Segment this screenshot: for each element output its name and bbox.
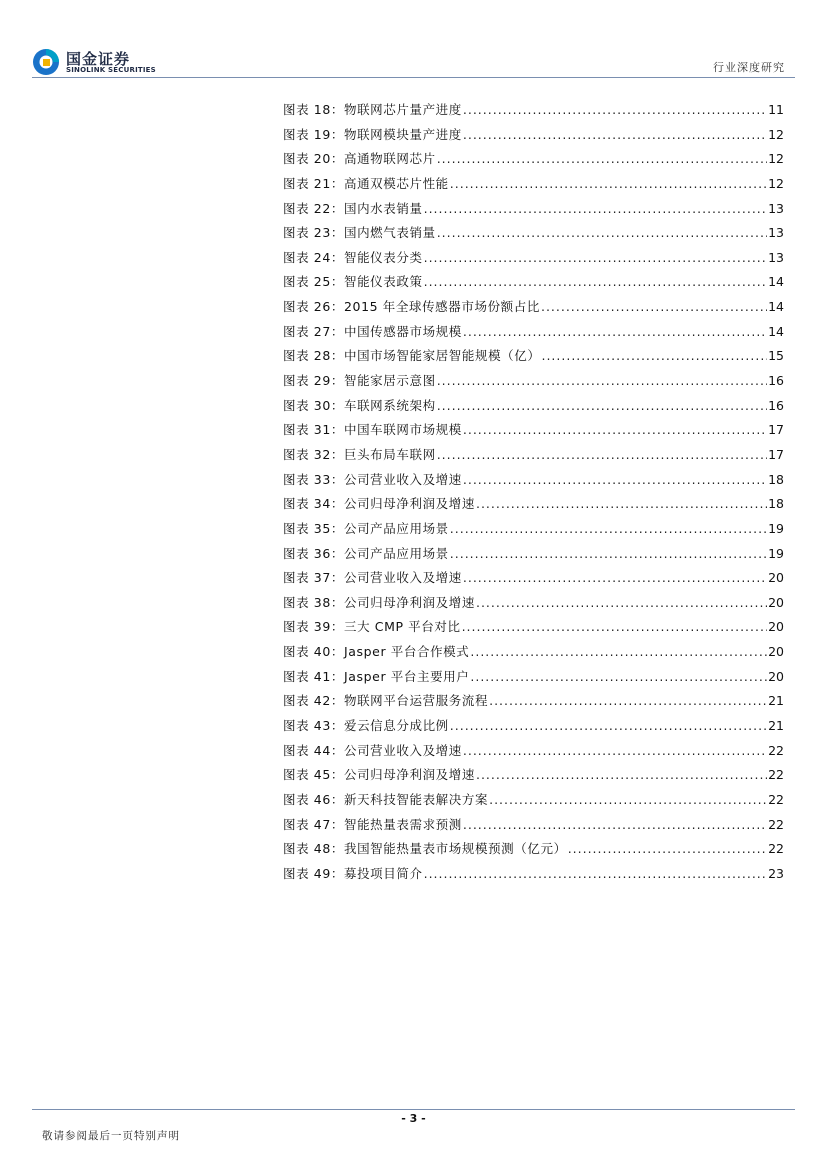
toc-entry-label: 图表 38：公司归母净利润及增速	[283, 594, 475, 610]
toc-leader-dots	[476, 763, 767, 788]
toc-entry-label: 图表 20：高通物联网芯片	[283, 151, 436, 167]
toc-leader-dots	[424, 197, 768, 222]
sinolink-logo	[32, 47, 162, 77]
toc-entry-page: 20	[768, 570, 784, 586]
toc-entry-label: 图表 48：我国智能热量表市场规模预测（亿元）	[283, 841, 567, 857]
toc-entry[interactable]	[283, 98, 784, 123]
toc-entry-label: 图表 21：高通双模芯片性能	[283, 175, 449, 191]
toc-leader-dots	[463, 566, 767, 591]
toc-entry-page: 12	[768, 151, 784, 167]
toc-entry-label: 图表 42：物联网平台运营服务流程	[283, 693, 489, 709]
toc-entry[interactable]	[283, 615, 784, 640]
toc-entry-page: 23	[768, 865, 784, 881]
toc-entry[interactable]	[283, 394, 784, 419]
toc-entry-page: 22	[768, 742, 784, 758]
toc-entry[interactable]	[283, 862, 784, 887]
toc-entry[interactable]	[283, 344, 784, 369]
toc-entry-page: 17	[768, 446, 784, 462]
toc-entry[interactable]	[283, 591, 784, 616]
toc-leader-dots	[463, 320, 767, 345]
toc-entry-label: 图表 28：中国市场智能家居智能规模（亿）	[283, 348, 541, 364]
toc-entry-label: 图表 34：公司归母净利润及增速	[283, 496, 475, 512]
logo-text-cn: 国金证券	[66, 50, 131, 68]
toc-entry-label: 图表 30：车联网系统架构	[283, 397, 436, 413]
toc-entry-page: 12	[768, 126, 784, 142]
toc-leader-dots	[437, 369, 767, 394]
toc-entry[interactable]	[283, 468, 784, 493]
page-header	[0, 0, 827, 80]
toc-entry[interactable]	[283, 147, 784, 172]
toc-leader-dots	[462, 615, 768, 640]
toc-entry[interactable]	[283, 320, 784, 345]
toc-entry-page: 16	[768, 397, 784, 413]
toc-entry-label: 图表 32：巨头布局车联网	[283, 446, 436, 462]
logo-text-en: SINOLINK SECURITIES	[66, 66, 156, 74]
toc-leader-dots	[424, 270, 768, 295]
toc-entry[interactable]	[283, 837, 784, 862]
toc-entry-label: 图表 27：中国传感器市场规模	[283, 323, 462, 339]
toc-leader-dots	[476, 591, 767, 616]
toc-entry-page: 22	[768, 816, 784, 832]
toc-entry-label: 图表 45：公司归母净利润及增速	[283, 767, 475, 783]
toc-leader-dots	[463, 418, 767, 443]
toc-leader-dots	[568, 837, 767, 862]
toc-entry-page: 16	[768, 373, 784, 389]
toc-leader-dots	[450, 517, 767, 542]
toc-entry[interactable]	[283, 739, 784, 764]
figure-table-of-contents	[283, 98, 784, 887]
toc-leader-dots	[437, 443, 767, 468]
toc-entry-page: 11	[768, 102, 784, 117]
toc-leader-dots	[463, 123, 767, 148]
toc-entry-page: 14	[768, 323, 784, 339]
toc-entry-page: 20	[768, 619, 784, 635]
toc-entry-label: 图表 33：公司营业收入及增速	[283, 471, 462, 487]
toc-entry[interactable]	[283, 418, 784, 443]
toc-leader-dots	[450, 714, 767, 739]
toc-entry-page: 22	[768, 841, 784, 857]
toc-entry[interactable]	[283, 763, 784, 788]
toc-entry-label: 图表 19：物联网模块量产进度	[283, 126, 462, 142]
toc-entry-label: 图表 36：公司产品应用场景	[283, 545, 449, 561]
toc-leader-dots	[476, 492, 767, 517]
toc-entry[interactable]	[283, 517, 784, 542]
toc-entry-page: 20	[768, 594, 784, 610]
toc-entry-page: 13	[768, 249, 784, 265]
toc-entry[interactable]	[283, 172, 784, 197]
toc-entry[interactable]	[283, 542, 784, 567]
toc-entry-label: 图表 40：Jasper 平台合作模式	[283, 644, 470, 660]
toc-entry-label: 图表 47：智能热量表需求预测	[283, 816, 462, 832]
toc-leader-dots	[463, 468, 767, 493]
toc-entry-label: 图表 41：Jasper 平台主要用户	[283, 668, 470, 684]
toc-leader-dots	[489, 689, 767, 714]
toc-entry[interactable]	[283, 369, 784, 394]
toc-entry[interactable]	[283, 246, 784, 271]
toc-entry[interactable]	[283, 788, 784, 813]
toc-entry-page: 12	[768, 175, 784, 191]
toc-entry-page: 19	[768, 520, 784, 536]
toc-leader-dots	[424, 862, 768, 887]
toc-entry-label: 图表 43：爱云信息分成比例	[283, 718, 449, 734]
toc-entry-page: 13	[768, 200, 784, 216]
toc-entry[interactable]	[283, 813, 784, 838]
toc-leader-dots	[437, 221, 767, 246]
logo-mark-icon	[32, 47, 62, 77]
toc-entry-page: 22	[768, 791, 784, 807]
toc-entry-page: 19	[768, 545, 784, 561]
toc-leader-dots	[450, 542, 767, 567]
report-type: 行业深度研究	[713, 61, 785, 74]
toc-entry-label: 图表 29：智能家居示意图	[283, 373, 436, 389]
toc-entry[interactable]	[283, 665, 784, 690]
toc-entry-page: 22	[768, 767, 784, 783]
toc-leader-dots	[450, 172, 767, 197]
toc-entry[interactable]	[283, 123, 784, 148]
toc-entry-page: 17	[768, 422, 784, 438]
toc-entry-page: 13	[768, 225, 784, 241]
toc-leader-dots	[541, 344, 767, 369]
toc-entry-page: 20	[768, 668, 784, 684]
toc-entry-label: 图表 49：募投项目简介	[283, 865, 423, 881]
toc-entry-label: 图表 26：2015 年全球传感器市场份额占比	[283, 299, 540, 315]
toc-leader-dots	[437, 147, 767, 172]
toc-entry-label: 图表 25：智能仪表政策	[283, 274, 423, 290]
toc-leader-dots	[463, 813, 767, 838]
toc-entry[interactable]	[283, 197, 784, 222]
toc-leader-dots	[489, 788, 767, 813]
toc-entry[interactable]	[283, 492, 784, 517]
toc-entry-page: 15	[768, 348, 784, 364]
disclaimer-text: 敬请参阅最后一页特别声明	[42, 1130, 180, 1142]
toc-entry-page: 21	[768, 718, 784, 734]
toc-entry-label: 图表 24：智能仪表分类	[283, 249, 423, 265]
footer-divider	[32, 1109, 795, 1110]
toc-entry-label: 图表 23：国内燃气表销量	[283, 225, 436, 241]
toc-entry-page: 18	[768, 496, 784, 512]
toc-entry-label: 图表 22：国内水表销量	[283, 200, 423, 216]
toc-entry-label: 图表 46：新天科技智能表解决方案	[283, 791, 489, 807]
toc-entry-label: 图表 39：三大 CMP 平台对比	[283, 619, 461, 635]
toc-entry-label: 图表 18：物联网芯片量产进度	[283, 102, 462, 117]
toc-entry[interactable]	[283, 714, 784, 739]
toc-leader-dots	[470, 665, 767, 690]
toc-entry[interactable]	[283, 443, 784, 468]
toc-leader-dots	[424, 246, 768, 271]
toc-entry-label: 图表 35：公司产品应用场景	[283, 520, 449, 536]
toc-entry-page: 20	[768, 644, 784, 660]
toc-entry[interactable]	[283, 689, 784, 714]
toc-leader-dots	[470, 640, 767, 665]
toc-entry-page: 14	[768, 274, 784, 290]
toc-entry[interactable]	[283, 566, 784, 591]
toc-leader-dots	[437, 394, 767, 419]
toc-entry[interactable]	[283, 221, 784, 246]
toc-entry-label: 图表 44：公司营业收入及增速	[283, 742, 462, 758]
toc-leader-dots	[541, 295, 767, 320]
toc-entry-page: 21	[768, 693, 784, 709]
toc-entry-page: 14	[768, 299, 784, 315]
toc-entry[interactable]	[283, 295, 784, 320]
toc-entry[interactable]	[283, 640, 784, 665]
page-number: - 3 -	[401, 1112, 426, 1125]
toc-entry-label: 图表 37：公司营业收入及增速	[283, 570, 462, 586]
toc-entry[interactable]	[283, 270, 784, 295]
toc-entry-page: 18	[768, 471, 784, 487]
toc-leader-dots	[463, 739, 767, 764]
toc-leader-dots	[463, 98, 767, 123]
toc-entry-label: 图表 31：中国车联网市场规模	[283, 422, 462, 438]
header-divider	[32, 77, 795, 78]
